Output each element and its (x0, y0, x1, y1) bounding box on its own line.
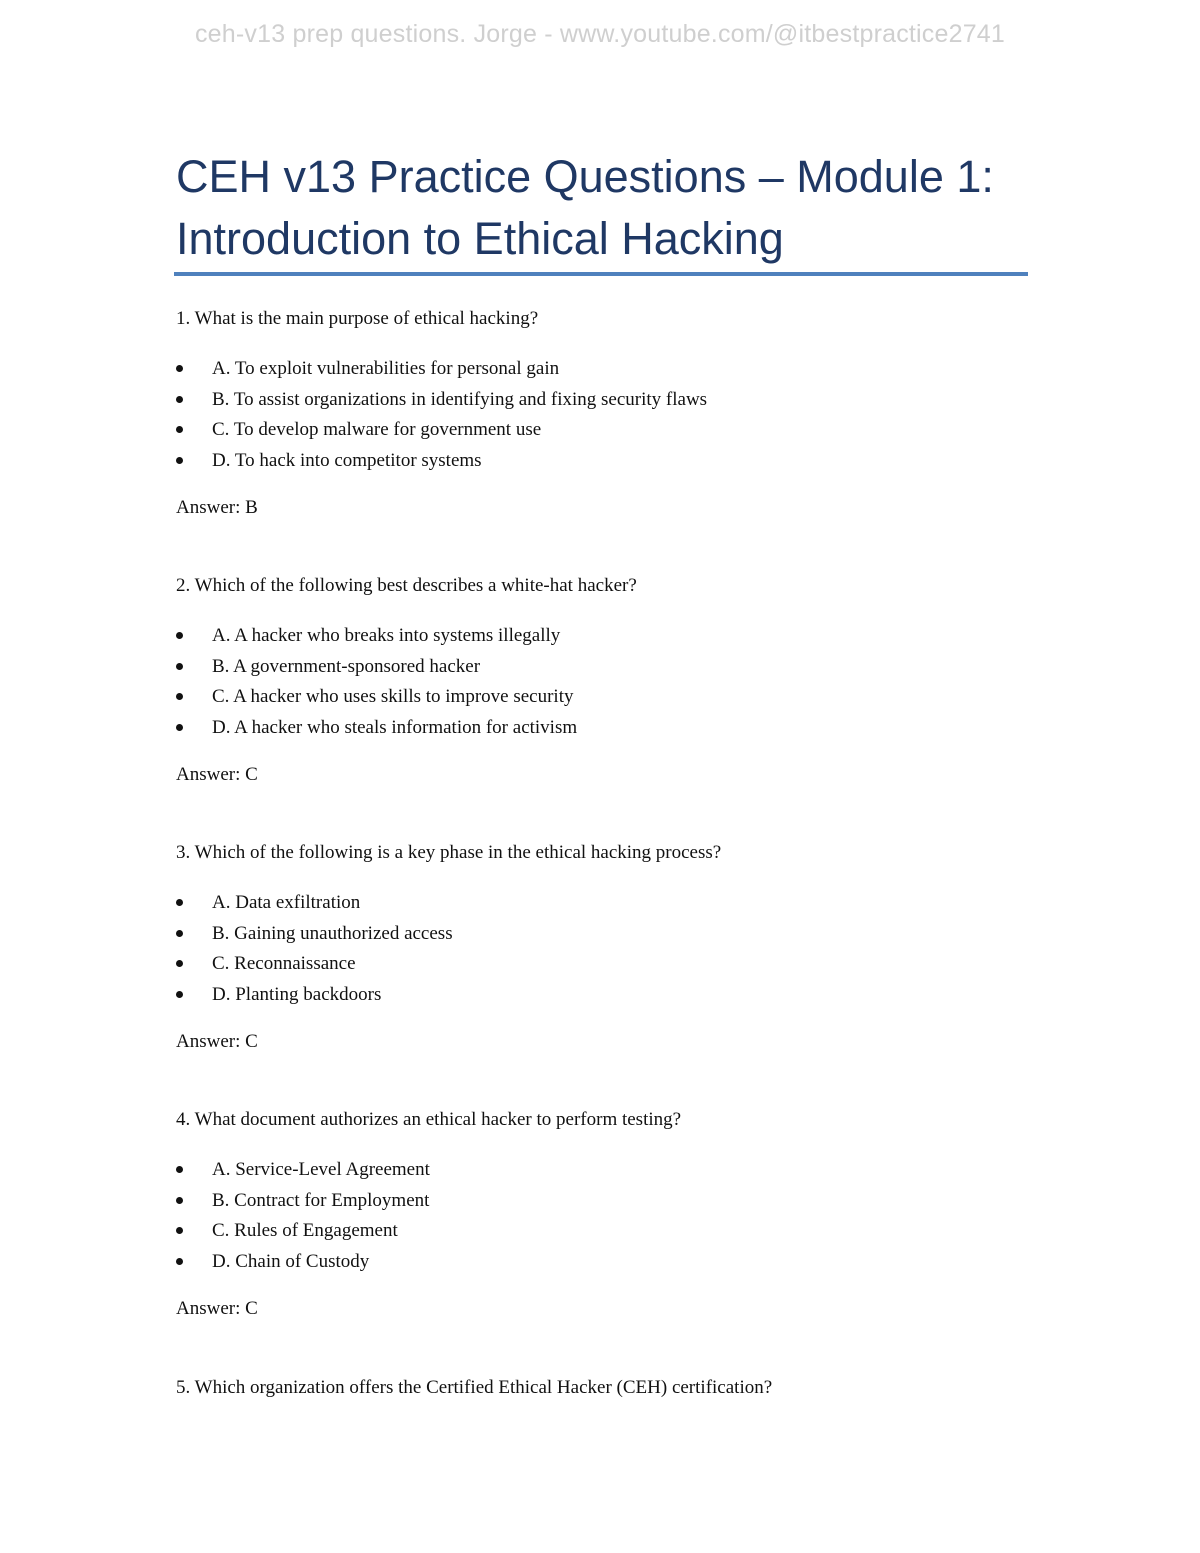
list-item: C. Rules of Engagement (176, 1220, 430, 1251)
list-item: D. A hacker who steals information for activism (176, 717, 577, 748)
list-item: C. A hacker who uses skills to improve security (176, 686, 577, 717)
list-item: D. Planting backdoors (176, 984, 453, 1015)
list-item: A. A hacker who breaks into systems illegally (176, 625, 577, 656)
list-item: B. Contract for Employment (176, 1190, 430, 1221)
question-2-options (176, 625, 577, 747)
answer-1: Answer: B (176, 497, 258, 518)
bullet-icon (176, 1197, 183, 1204)
title-underline (174, 272, 1028, 276)
question-1-options (176, 358, 707, 480)
list-item: D. Chain of Custody (176, 1251, 430, 1282)
bullet-icon (176, 1258, 183, 1265)
question-3-options (176, 892, 453, 1014)
bullet-icon (176, 693, 183, 700)
list-item: D. To hack into competitor systems (176, 450, 707, 481)
page-title (176, 146, 1056, 270)
bullet-icon (176, 960, 183, 967)
list-item: A. To exploit vulnerabilities for personal gain (176, 358, 707, 389)
bullet-icon (176, 724, 183, 731)
bullet-icon (176, 1227, 183, 1234)
list-item: B. A government-sponsored hacker (176, 656, 577, 687)
title-line-2: Introduction to Ethical Hacking (176, 213, 784, 264)
bullet-icon (176, 365, 183, 372)
watermark-header: ceh-v13 prep questions. Jorge - www.youtube.com/@itbestpractice2741 (194, 20, 1006, 48)
answer-2: Answer: C (176, 764, 258, 785)
question-3: 3. Which of the following is a key phase in the ethical hacking process? (176, 842, 722, 863)
answer-3: Answer: C (176, 1031, 258, 1052)
bullet-icon (176, 426, 183, 433)
list-item: C. To develop malware for government use (176, 419, 707, 450)
question-4: 4. What document authorizes an ethical hacker to perform testing? (176, 1109, 682, 1130)
bullet-icon (176, 663, 183, 670)
question-2: 2. Which of the following best describes a white-hat hacker? (176, 575, 637, 596)
bullet-icon (176, 991, 183, 998)
bullet-icon (176, 930, 183, 937)
question-5: 5. Which organization offers the Certified Ethical Hacker (CEH) certification? (176, 1377, 773, 1398)
list-item: B. To assist organizations in identifying and fixing security flaws (176, 389, 707, 420)
answer-4: Answer: C (176, 1298, 258, 1319)
list-item: A. Data exfiltration (176, 892, 453, 923)
title-line-1: CEH v13 Practice Questions – Module 1: (176, 151, 994, 202)
list-item: C. Reconnaissance (176, 953, 453, 984)
bullet-icon (176, 457, 183, 464)
list-item: B. Gaining unauthorized access (176, 923, 453, 954)
question-4-options (176, 1159, 430, 1281)
bullet-icon (176, 396, 183, 403)
list-item: A. Service-Level Agreement (176, 1159, 430, 1190)
bullet-icon (176, 632, 183, 639)
bullet-icon (176, 899, 183, 906)
bullet-icon (176, 1166, 183, 1173)
question-1: 1. What is the main purpose of ethical hacking? (176, 308, 539, 329)
